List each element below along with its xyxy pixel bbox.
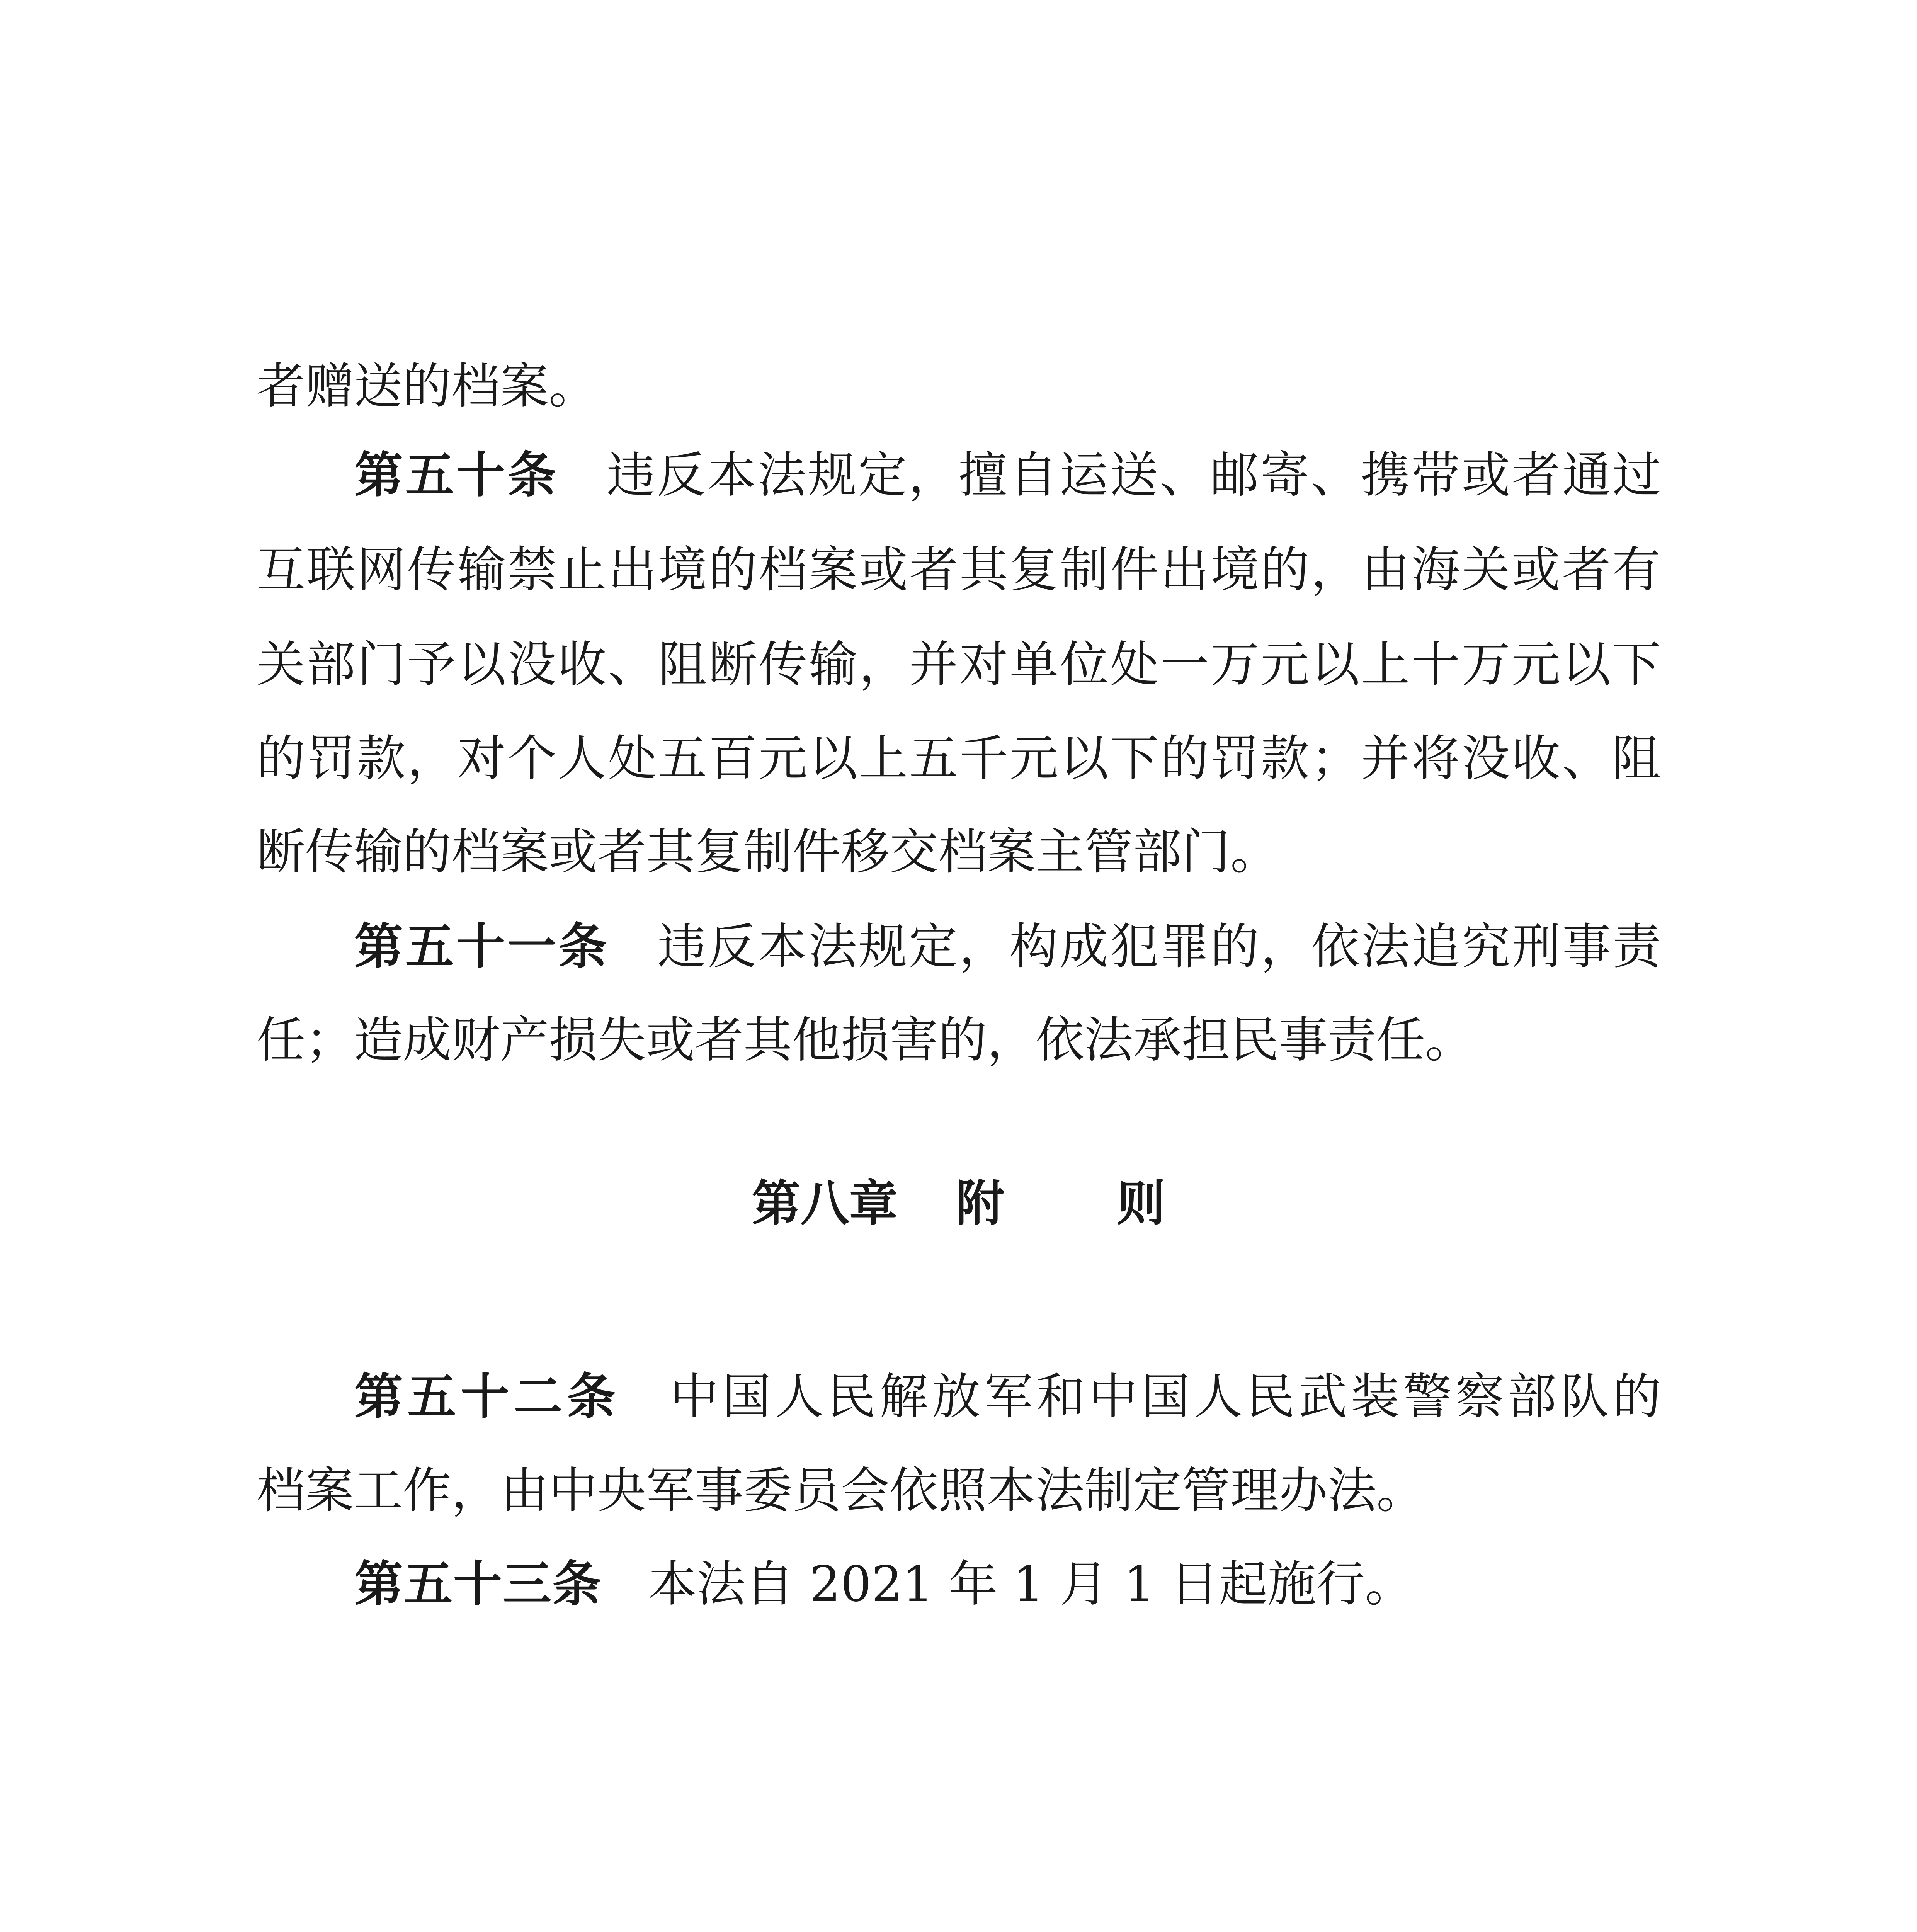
article-53-line-1	[354, 1555, 1414, 1613]
article-52-line-1	[354, 1368, 1661, 1426]
article-52-text-1: 中国人民解放军和中国人民武装警察部队的	[666, 1368, 1661, 1425]
article-50-text-4: 的罚款，对个人处五百元以上五千元以下的罚款；并将没收、阻	[257, 730, 1661, 787]
article-50-text-1: 违反本法规定，擅自运送、邮寄、携带或者通过	[605, 447, 1661, 503]
chapter-title-char-2: 则	[1116, 1175, 1165, 1232]
article-51-line-1	[354, 918, 1661, 976]
article-50-line-2	[257, 541, 1661, 599]
carryover-line-1	[257, 357, 597, 415]
article-50-line-1	[354, 446, 1661, 504]
article-50-line-4	[257, 730, 1661, 787]
article-50-line-5	[257, 823, 1279, 881]
article-53-text-1: 本法自 2021 年 1 月 1 日起施行。	[648, 1556, 1414, 1612]
article-52-text-2: 档案工作，由中央军事委员会依照本法制定管理办法。	[257, 1462, 1425, 1519]
article-51-heading: 第五十一条	[354, 918, 610, 975]
article-50-text-3: 关部门予以没收、阻断传输，并对单位处一万元以上十万元以下	[257, 636, 1661, 693]
article-52-line-2	[257, 1462, 1425, 1520]
article-51-text-1: 违反本法规定，构成犯罪的，依法追究刑事责	[656, 918, 1662, 975]
article-53-heading: 第五十三条	[354, 1556, 602, 1612]
article-50-text-2: 互联网传输禁止出境的档案或者其复制件出境的，由海关或者有	[257, 541, 1661, 598]
chapter-heading	[0, 1175, 1917, 1233]
article-52-heading: 第五十二条	[354, 1368, 620, 1425]
chapter-title-char-1: 附	[956, 1175, 1005, 1232]
article-50-heading: 第五十条	[354, 447, 559, 503]
article-51-text-2: 任；造成财产损失或者其他损害的，依法承担民事责任。	[257, 1012, 1474, 1068]
article-50-line-3	[257, 636, 1661, 694]
article-50-text-5: 断传输的档案或者其复制件移交档案主管部门。	[257, 823, 1279, 880]
article-51-line-2	[257, 1011, 1474, 1069]
carryover-text: 者赠送的档案。	[257, 358, 597, 415]
chapter-number: 第八章	[752, 1175, 898, 1232]
